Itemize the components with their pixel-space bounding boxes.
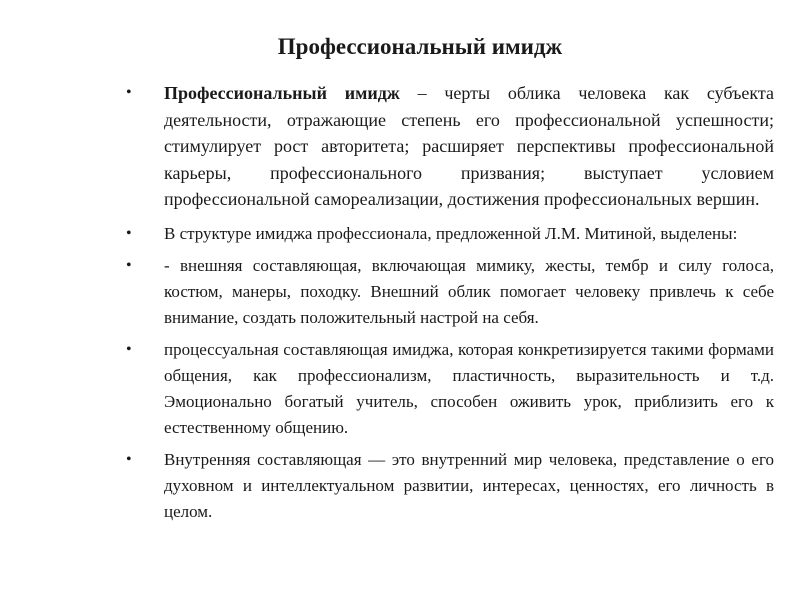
definition-text: – черты облика человека как субъекта деятельности, отражающие степень его профессиональной успешности; стимулирует рост авторитета; расширяет перспективы профессиональной карьеры, профессионального призвания; выступает условием профессиональной самореализации, достижения профессиональных вершин. — [164, 83, 774, 209]
bullet-icon: • — [126, 224, 132, 242]
bullet-list — [118, 80, 774, 531]
list-item-text: - внешняя составляющая, включающая мимику, жесты, тембр и силу голоса, костюм, манеры, походку. Внешний облик помогает человеку привлечь к себе внимание, создать положительный настрой на себя. — [164, 255, 774, 327]
slide-title: Профессиональный имидж — [277, 34, 563, 59]
list-item-text: В структуре имиджа профессионала, предложенной Л.М. Митиной, выделены: — [164, 223, 738, 243]
bullet-icon: • — [126, 256, 132, 274]
bullet-icon: • — [126, 84, 132, 101]
bullet-icon: • — [126, 450, 132, 468]
definition-term: Профессиональный имидж — [164, 83, 400, 103]
bullet-icon: • — [126, 340, 132, 358]
list-item — [118, 221, 774, 247]
list-item — [118, 337, 774, 441]
list-item-text: процессуальная составляющая имиджа, которая конкретизируется такими формами общения, как профессионализм, пластичность, выразительность и т.д. Эмоционально богатый учитель, способен оживить урок, приблизить его к естественному общению. — [164, 339, 774, 437]
list-item — [118, 253, 774, 331]
list-item — [118, 80, 774, 213]
list-item — [118, 447, 774, 525]
list-item-text: Внутренняя составляющая — это внутренний мир человека, представление о его духовном и интеллектуальном развитии, интересах, ценностях, его личность в целом. — [164, 449, 774, 521]
